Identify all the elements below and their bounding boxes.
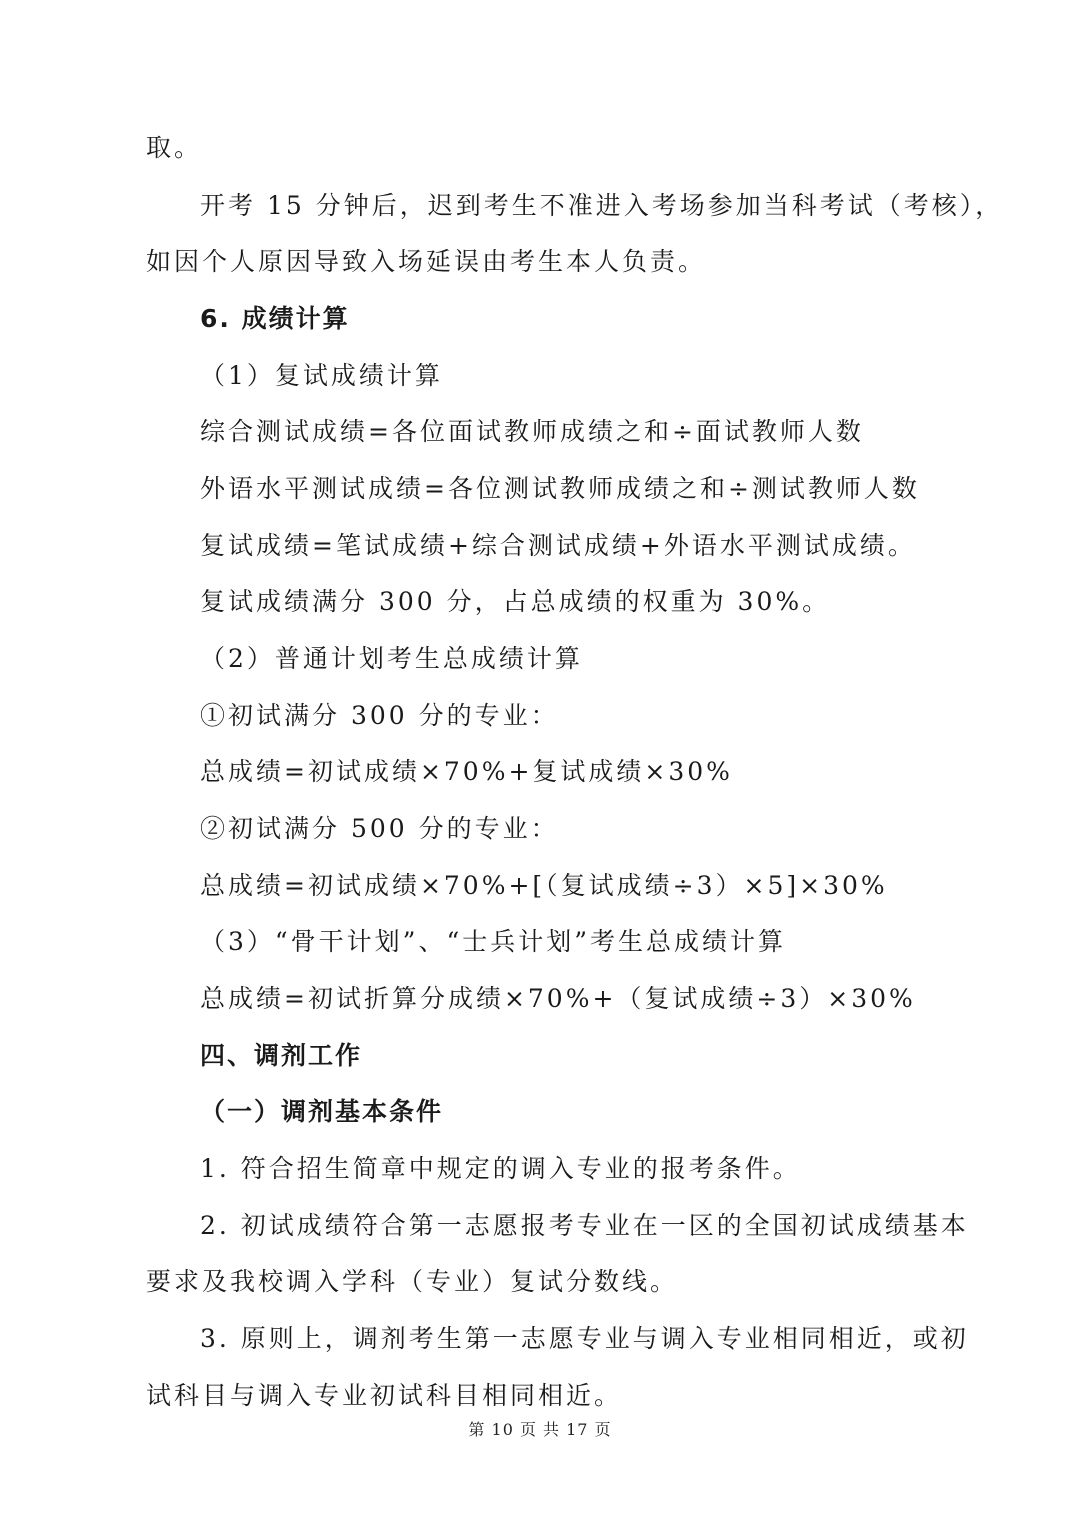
text-line-late-rule-cont: 如因个人原因导致入场延误由考生本人负责。 (146, 247, 707, 276)
condition-2-cont: 要求及我校调入学科（专业）复试分数线。 (146, 1267, 679, 1296)
formula-comprehensive-test: 综合测试成绩=各位面试教师成绩之和÷面试教师人数 (200, 417, 864, 446)
subheading-retest-score: （1）复试成绩计算 (200, 361, 443, 390)
subheading-basic-conditions: （一）调剂基本条件 (200, 1097, 444, 1126)
condition-1: 1. 符合招生简章中规定的调入专业的报考条件。 (200, 1154, 801, 1183)
condition-2: 2. 初试成绩符合第一志愿报考专业在一区的全国初试成绩基本 (200, 1211, 969, 1240)
item-500-points: ②初试满分 500 分的专业： (200, 814, 559, 843)
section-heading-adjustment: 四、调剂工作 (200, 1041, 363, 1070)
condition-3-cont: 试科目与调入专业初试科目相同相近。 (146, 1381, 623, 1410)
formula-total-special: 总成绩=初试折算分成绩×70%+（复试成绩÷3）×30% (200, 984, 916, 1013)
subheading-special-plans: （3）“骨干计划”、“士兵计划”考生总成绩计算 (200, 927, 787, 956)
text-line-late-rule: 开考 15 分钟后，迟到考生不准进入考场参加当科考试（考核）， (200, 191, 1004, 220)
item-300-points: ①初试满分 300 分的专业： (200, 701, 559, 730)
section-heading-score-calc: 6. 成绩计算 (200, 304, 350, 333)
formula-foreign-language: 外语水平测试成绩=各位测试教师成绩之和÷测试教师人数 (200, 474, 920, 503)
text-line-continuation: 取。 (146, 133, 203, 162)
text-retest-weight: 复试成绩满分 300 分，占总成绩的权重为 30%。 (200, 587, 831, 616)
formula-retest-score: 复试成绩=笔试成绩+综合测试成绩+外语水平测试成绩。 (200, 531, 916, 560)
subheading-regular-plan: （2）普通计划考生总成绩计算 (200, 644, 583, 673)
formula-total-300: 总成绩=初试成绩×70%+复试成绩×30% (200, 757, 733, 786)
formula-total-500: 总成绩=初试成绩×70%+[（复试成绩÷3）×5]×30% (200, 871, 888, 900)
page-footer: 第 10 页 共 17 页 (468, 1420, 612, 1439)
condition-3: 3. 原则上，调剂考生第一志愿专业与调入专业相同相近，或初 (200, 1324, 969, 1353)
